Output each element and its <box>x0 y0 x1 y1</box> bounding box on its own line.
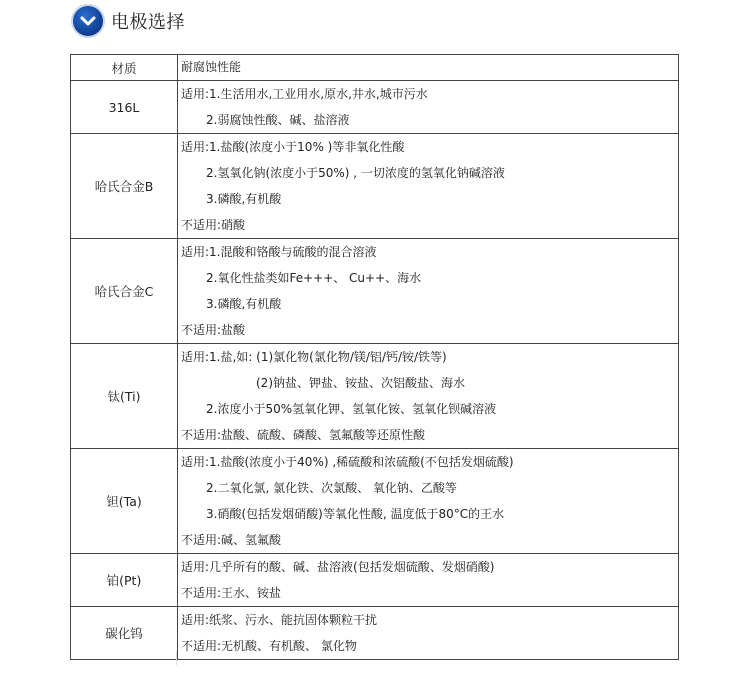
section-header <box>73 5 185 37</box>
column-header-material: 材质 <box>71 55 178 81</box>
property-line: 3.磷酸,有机酸 <box>206 192 282 206</box>
corrosion-cell <box>178 344 679 449</box>
property-line: 不适用:硝酸 <box>181 218 246 232</box>
property-line: 适用:1.盐,如: (1)氯化物(氯化物/镁/铝/钙/铵/铁等) <box>181 350 447 364</box>
corrosion-cell <box>178 449 679 554</box>
column-header-corrosion: 耐腐蚀性能 <box>178 55 679 81</box>
property-line: 不适用:碱、氢氟酸 <box>181 533 282 547</box>
material-cell: 碳化钨 <box>71 607 178 660</box>
divider <box>176 651 177 665</box>
property-line: 适用:1.盐酸(浓度小于10% )等非氧化性酸 <box>181 140 405 154</box>
property-line: 适用:几乎所有的酸、碱、盐溶液(包括发烟硫酸、发烟硝酸) <box>181 560 495 574</box>
property-line: 不适用:王水、铵盐 <box>181 586 282 600</box>
corrosion-cell <box>178 81 679 134</box>
material-cell: 铂(Pt) <box>71 554 178 607</box>
section-title: 电极选择 <box>111 12 185 33</box>
chevron-down-icon[interactable] <box>73 6 103 36</box>
table-row <box>71 449 679 554</box>
material-cell: 钽(Ta) <box>71 449 178 554</box>
property-line: 2.弱腐蚀性酸、碱、盐溶液 <box>206 113 350 127</box>
property-line: 2.氧化性盐类如Fe+++、 Cu++、海水 <box>206 271 422 285</box>
table-header-row <box>71 55 679 81</box>
table-row <box>71 607 679 660</box>
corrosion-cell <box>178 239 679 344</box>
material-cell: 316L <box>71 81 178 134</box>
table-row <box>71 554 679 607</box>
property-line: 不适用:盐酸 <box>181 323 246 337</box>
table-row <box>71 239 679 344</box>
corrosion-cell <box>178 607 679 660</box>
property-line: 不适用:盐酸、硫酸、磷酸、氢氟酸等还原性酸 <box>181 428 426 442</box>
property-line: 适用:1.混酸和铬酸与硫酸的混合溶液 <box>181 245 377 259</box>
table-row <box>71 344 679 449</box>
electrode-material-table <box>70 54 679 660</box>
property-line: 适用:1.生活用水,工业用水,原水,井水,城市污水 <box>181 87 428 101</box>
material-cell: 哈氏合金C <box>71 239 178 344</box>
table-row <box>71 134 679 239</box>
property-line: 2.氢氧化钠(浓度小于50%) , 一切浓度的氢氧化钠碱溶液 <box>206 166 505 180</box>
corrosion-cell <box>178 554 679 607</box>
material-cell: 钛(Ti) <box>71 344 178 449</box>
property-line: (2)钠盐、钾盐、铵盐、次铝酸盐、海水 <box>256 376 465 390</box>
property-line: 适用:1.盐酸(浓度小于40%) ,稀硫酸和浓硫酸(不包括发烟硫酸) <box>181 455 514 469</box>
corrosion-cell <box>178 134 679 239</box>
property-line: 2.浓度小于50%氢氧化钾、氢氧化铵、氢氧化钡碱溶液 <box>206 402 497 416</box>
material-cell: 哈氏合金B <box>71 134 178 239</box>
property-line: 3.磷酸,有机酸 <box>206 297 282 311</box>
property-line: 不适用:无机酸、有机酸、 氯化物 <box>181 639 357 653</box>
table-row <box>71 81 679 134</box>
property-line: 适用:纸浆、污水、能抗固体颗粒干扰 <box>181 613 378 627</box>
property-line: 2.二氧化氯, 氯化铁、次氯酸、 氧化钠、乙酸等 <box>206 481 457 495</box>
property-line: 3.硝酸(包括发烟硝酸)等氧化性酸, 温度低于80°C的王水 <box>206 507 505 521</box>
